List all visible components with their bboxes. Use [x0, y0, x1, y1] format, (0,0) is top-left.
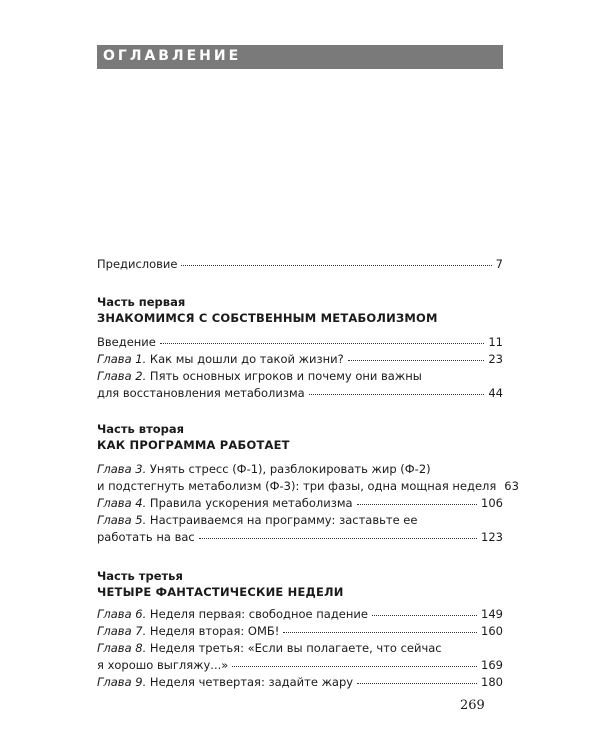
toc-entry-chapter-5-line-1[interactable]: Глава 5. Настраиваемся на программу: заставьте ее	[97, 513, 418, 527]
toc-entry-chapter-9[interactable]: Глава 9. Неделя четвертая: задайте жару 180	[97, 675, 503, 689]
part-2-label: Часть вторая	[97, 422, 185, 436]
leader-dots	[283, 632, 477, 633]
toc-entry-chapter-2-line-1[interactable]: Глава 2. Пять основных игроков и почему они важны	[97, 369, 422, 383]
leader-dots	[309, 394, 485, 395]
part-3-label: Часть третья	[97, 569, 183, 583]
page-number: 269	[460, 698, 485, 713]
toc-entry-chapter-4[interactable]: Глава 4. Правила ускорения метаболизма 106	[97, 496, 503, 510]
leader-dots	[348, 360, 485, 361]
leader-dots	[160, 343, 485, 344]
toc-header-bar	[97, 45, 503, 69]
leader-dots	[181, 265, 491, 266]
part-1-title: ЗНАКОМИМСЯ С СОБСТВЕННЫМ МЕТАБОЛИЗМОМ	[97, 311, 438, 325]
part-1-label: Часть первая	[97, 295, 186, 309]
toc-entry-intro[interactable]: Введение 11	[97, 335, 503, 349]
leader-dots	[357, 504, 477, 505]
part-2-title: КАК ПРОГРАММА РАБОТАЕТ	[97, 438, 290, 452]
toc-entry-chapter-5-line-2[interactable]: работать на вас 123	[97, 530, 503, 544]
toc-entry-chapter-7[interactable]: Глава 7. Неделя вторая: ОМБ! 160	[97, 624, 503, 638]
part-3-title: ЧЕТЫРЕ ФАНТАСТИЧЕСКИЕ НЕДЕЛИ	[97, 585, 344, 599]
toc-entry-chapter-6[interactable]: Глава 6. Неделя первая: свободное падение 149	[97, 607, 503, 621]
toc-entry-chapter-8-line-1[interactable]: Глава 8. Неделя третья: «Если вы полагаете, что сейчас	[97, 641, 442, 655]
leader-dots	[199, 538, 477, 539]
toc-entry-chapter-8-line-2[interactable]: я хорошо выгляжу...» 169	[97, 658, 503, 672]
toc-entry-chapter-2-line-2[interactable]: для восстановления метаболизма 44	[97, 386, 503, 400]
toc-entry-chapter-1[interactable]: Глава 1. Как мы дошли до такой жизни? 23	[97, 352, 503, 366]
toc-entry-chapter-3-line-1[interactable]: Глава 3. Унять стресс (Ф-1), разблокировать жир (Ф-2)	[97, 462, 431, 476]
toc-entry-preface[interactable]: Предисловие 7	[97, 257, 503, 271]
toc-title: ОГЛАВЛЕНИЕ	[103, 48, 242, 64]
leader-dots	[372, 615, 477, 616]
leader-dots	[357, 683, 477, 684]
leader-dots	[232, 666, 477, 667]
toc-entry-chapter-3-line-2[interactable]: и подстегнуть метаболизм (Ф-3): три фазы, одна мощная неделя 63	[97, 479, 519, 493]
